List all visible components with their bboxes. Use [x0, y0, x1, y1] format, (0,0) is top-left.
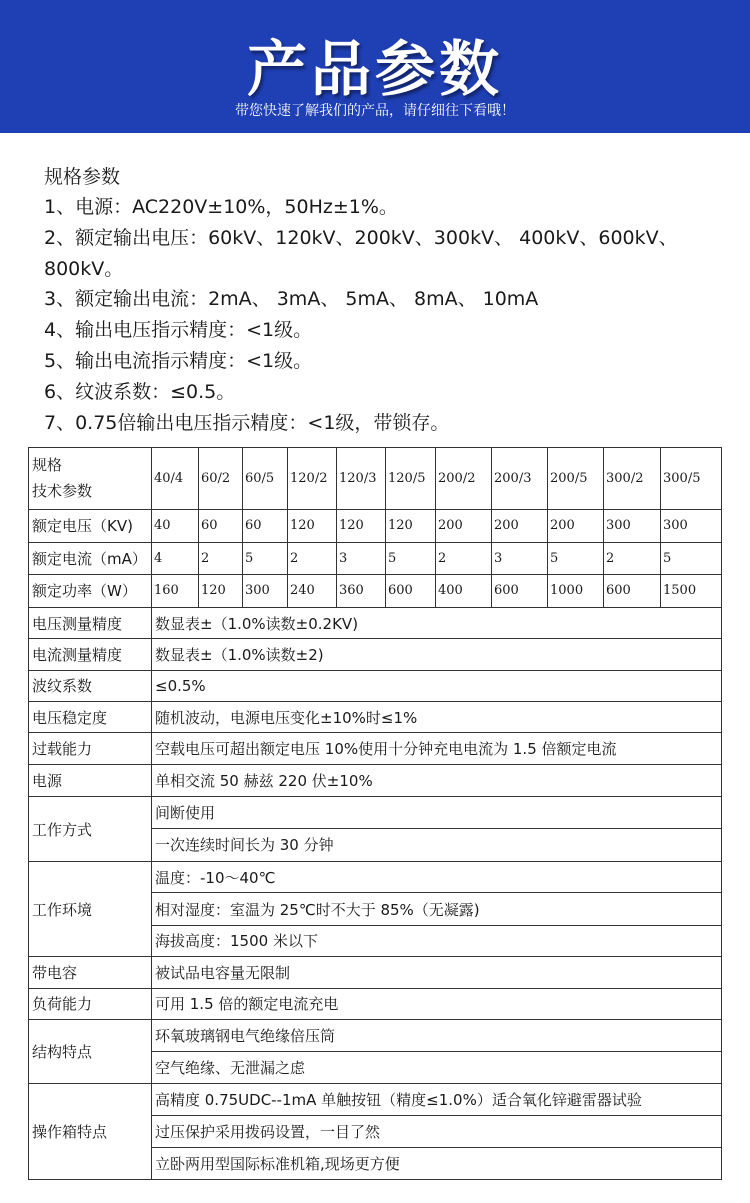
table-row — [29, 861, 722, 892]
model-header: 120/3 — [337, 448, 386, 510]
row-value: 数显表±（1.0%读数±2) — [152, 639, 722, 670]
row-value: 一次连续时间长为 30 分钟 — [152, 828, 722, 861]
table-header-row — [29, 448, 722, 510]
model-header: 200/3 — [492, 448, 548, 510]
spec-line: 6、纹波系数：≤0.5。 — [44, 380, 236, 403]
spec-line: 7、0.75倍输出电压指示精度：<1级，带锁存。 — [44, 411, 450, 434]
row-value: 立卧两用型国际标准机箱,现场更方便 — [152, 1148, 722, 1180]
row-label: 额定电压（KV) — [29, 509, 152, 542]
model-header: 200/2 — [436, 448, 492, 510]
table-cell: 120 — [337, 509, 386, 542]
table-row — [29, 957, 722, 988]
table-cell: 120 — [288, 509, 337, 542]
spec-heading: 规格参数 — [44, 166, 121, 188]
row-value: 随机波动，电源电压变化±10%时≤1% — [152, 702, 722, 733]
table-cell: 2 — [436, 543, 492, 574]
table-cell: 600 — [386, 574, 436, 607]
row-value: 相对湿度：室温为 25℃时不大于 85%（无凝露) — [152, 893, 722, 925]
row-value: 数显表±（1.0%读数±0.2KV) — [152, 607, 722, 638]
table-cell: 240 — [288, 574, 337, 607]
table-cell: 5 — [548, 543, 604, 574]
table-row — [29, 543, 722, 574]
table-cell: 300 — [661, 509, 722, 542]
row-label: 电源 — [29, 764, 152, 796]
model-header: 300/5 — [661, 448, 722, 510]
row-label: 电压稳定度 — [29, 702, 152, 733]
header-label-spec: 规格 — [32, 456, 63, 475]
spec-line: 1、电源：AC220V±10%，50Hz±1%。 — [44, 196, 398, 218]
table-row — [29, 988, 722, 1019]
table-cell: 4 — [152, 543, 199, 574]
row-value: 空载电压可超出额定电压 10%使用十分钟充电电流为 1.5 倍额定电流 — [152, 733, 722, 764]
table-cell: 1500 — [661, 574, 722, 607]
row-label: 带电容 — [29, 957, 152, 988]
table-row — [29, 733, 722, 764]
page-title: 产品参数 — [247, 35, 503, 105]
header-banner — [0, 0, 750, 133]
table-cell: 5 — [243, 543, 288, 574]
table-cell: 360 — [337, 574, 386, 607]
model-header: 60/5 — [243, 448, 288, 510]
table-cell: 300 — [604, 509, 661, 542]
table-cell: 200 — [548, 509, 604, 542]
page-subtitle: 带您快速了解我们的产品，请仔细往下看哦！ — [235, 103, 515, 119]
table-row — [29, 670, 722, 701]
table-row — [29, 607, 722, 638]
table-cell: 1000 — [548, 574, 604, 607]
row-value: ≤0.5% — [152, 670, 722, 701]
table-cell: 300 — [243, 574, 288, 607]
row-label: 操作箱特点 — [29, 1083, 152, 1179]
table-cell: 600 — [492, 574, 548, 607]
spec-list — [44, 162, 724, 438]
table-cell: 60 — [243, 509, 288, 542]
table-cell: 2 — [199, 543, 243, 574]
table-row — [29, 1083, 722, 1115]
table-cell: 600 — [604, 574, 661, 607]
table-cell: 120 — [386, 509, 436, 542]
model-header: 40/4 — [152, 448, 199, 510]
row-value: 过压保护采用拨码设置，一目了然 — [152, 1116, 722, 1148]
table-row — [29, 764, 722, 796]
table-cell: 3 — [337, 543, 386, 574]
row-label: 电流测量精度 — [29, 639, 152, 670]
table-cell: 2 — [604, 543, 661, 574]
table-header-label — [29, 448, 152, 510]
row-label: 电压测量精度 — [29, 607, 152, 638]
table-cell: 5 — [386, 543, 436, 574]
row-value: 可用 1.5 倍的额定电流充电 — [152, 988, 722, 1019]
row-value: 单相交流 50 赫兹 220 伏±10% — [152, 764, 722, 796]
row-label: 额定电流（mA） — [29, 543, 152, 574]
table-row — [29, 574, 722, 607]
row-label: 过载能力 — [29, 733, 152, 764]
row-value: 空气绝缘、无泄漏之虑 — [152, 1052, 722, 1083]
model-header: 60/2 — [199, 448, 243, 510]
spec-line: 5、输出电流指示精度：<1级。 — [44, 349, 313, 372]
table-cell: 200 — [492, 509, 548, 542]
spec-line: 3、额定输出电流：2mA、 3mA、 5mA、 8mA、 10mA — [44, 288, 539, 311]
row-value: 被试品电容量无限制 — [152, 957, 722, 988]
table-cell: 2 — [288, 543, 337, 574]
table-cell: 400 — [436, 574, 492, 607]
table-row — [29, 639, 722, 670]
row-label: 额定功率（W） — [29, 574, 152, 607]
model-header: 200/5 — [548, 448, 604, 510]
table-row — [29, 1019, 722, 1051]
model-header: 120/5 — [386, 448, 436, 510]
row-value: 高精度 0.75UDC--1mA 单触按钮（精度≤1.0%）适合氧化锌避雷器试验 — [152, 1083, 722, 1115]
row-label: 工作环境 — [29, 861, 152, 956]
table-cell: 120 — [199, 574, 243, 607]
row-value: 温度：-10～40℃ — [152, 861, 722, 892]
spec-line: 4、输出电压指示精度：<1级。 — [44, 319, 313, 342]
table-cell: 200 — [436, 509, 492, 542]
table-cell: 40 — [152, 509, 199, 542]
table-cell: 160 — [152, 574, 199, 607]
row-label: 负荷能力 — [29, 988, 152, 1019]
table-row — [29, 702, 722, 733]
table-row — [29, 797, 722, 828]
row-value: 环氧玻璃钢电气绝缘倍压筒 — [152, 1019, 722, 1051]
table-cell: 5 — [661, 543, 722, 574]
model-header: 120/2 — [288, 448, 337, 510]
header-label-params: 技术参数 — [32, 482, 93, 501]
table-row — [29, 509, 722, 542]
row-label: 工作方式 — [29, 797, 152, 862]
model-header: 300/2 — [604, 448, 661, 510]
table-cell: 60 — [199, 509, 243, 542]
spec-line: 2、额定输出电压：60kV、120kV、200kV、300kV、 400kV、600kV、 — [44, 226, 678, 249]
parameter-table — [28, 447, 722, 1180]
row-label: 波纹系数 — [29, 670, 152, 701]
row-label: 结构特点 — [29, 1019, 152, 1083]
row-value: 间断使用 — [152, 797, 722, 828]
row-value: 海拔高度：1500 米以下 — [152, 925, 722, 956]
spec-line: 800kV。 — [44, 257, 124, 280]
table-cell: 3 — [492, 543, 548, 574]
